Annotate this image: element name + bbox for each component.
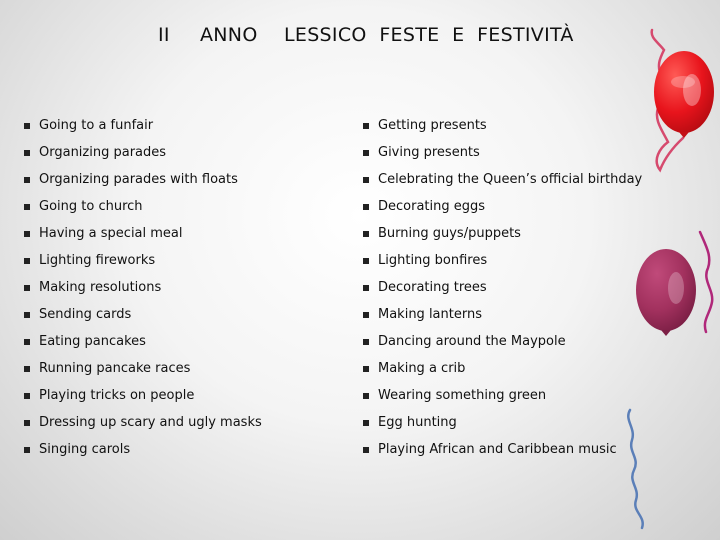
bullet-icon (363, 366, 369, 372)
list-item (24, 436, 262, 463)
title-part-grade: II (158, 24, 170, 46)
list-item-text: Getting presents (378, 118, 487, 133)
bullet-icon (24, 177, 30, 183)
list-item (24, 328, 262, 355)
list-item (24, 247, 262, 274)
list-item-text: Eating pancakes (39, 334, 146, 349)
bullet-icon (363, 339, 369, 345)
list-item-text: Lighting bonfires (378, 253, 488, 268)
bullet-icon (24, 366, 30, 372)
bullet-icon (24, 393, 30, 399)
list-item-text: Making a crib (378, 361, 466, 376)
list-item (363, 193, 642, 220)
bullet-icon (363, 177, 369, 183)
list-item (363, 247, 642, 274)
list-item-text: Organizing parades with floats (39, 172, 238, 187)
list-item-text: Celebrating the Queen’s official birthday (378, 172, 643, 187)
list-item-text: Playing African and Caribbean music (378, 442, 617, 457)
list-item (363, 220, 642, 247)
list-item-text: Singing carols (39, 442, 131, 457)
list-item (24, 301, 262, 328)
bullet-icon (363, 447, 369, 453)
right-bullet-list (363, 112, 642, 463)
title-part-year: ANNO (200, 24, 258, 46)
list-item-text: Going to a funfair (39, 118, 154, 133)
purple-balloon-string (700, 232, 712, 332)
list-item-text: Wearing something green (378, 388, 547, 403)
list-item-text: Organizing parades (39, 145, 167, 160)
bullet-icon (363, 393, 369, 399)
list-item (24, 355, 262, 382)
left-bullet-list (24, 112, 262, 463)
red-balloon (654, 51, 714, 138)
bullet-icon (24, 285, 30, 291)
bullet-icon (363, 204, 369, 210)
purple-balloon (636, 249, 696, 336)
list-item-text: Going to church (39, 199, 143, 214)
list-item-text: Decorating eggs (378, 199, 486, 214)
list-item (363, 112, 642, 139)
list-item (363, 274, 642, 301)
list-item (24, 274, 262, 301)
bullet-icon (363, 312, 369, 318)
list-item (363, 382, 642, 409)
list-item-text: Making resolutions (39, 280, 162, 295)
list-item (24, 166, 262, 193)
list-item-text: Burning guys/puppets (378, 226, 521, 241)
title-part-topic: LESSICO FESTE E FESTIVITÀ (284, 24, 574, 46)
list-item-text: Running pancake races (39, 361, 191, 376)
list-item-text: Giving presents (378, 145, 480, 160)
bullet-icon (24, 231, 30, 237)
list-item-text: Egg hunting (378, 415, 457, 430)
list-item (363, 166, 642, 193)
list-item (24, 382, 262, 409)
list-item (24, 193, 262, 220)
bullet-icon (24, 312, 30, 318)
list-item-text: Dressing up scary and ugly masks (39, 415, 262, 430)
bullet-icon (24, 123, 30, 129)
bullet-icon (363, 420, 369, 426)
list-item-text: Lighting fireworks (39, 253, 156, 268)
list-item (24, 409, 262, 436)
list-item-text: Making lanterns (378, 307, 482, 322)
bullet-icon (24, 204, 30, 210)
list-item-text: Dancing around the Maypole (378, 334, 566, 349)
list-item (363, 328, 642, 355)
bullet-icon (363, 123, 369, 129)
bullet-icon (24, 447, 30, 453)
bullet-icon (363, 150, 369, 156)
bullet-icon (24, 150, 30, 156)
list-item (24, 220, 262, 247)
slide-title (158, 22, 574, 48)
bullet-icon (24, 420, 30, 426)
list-item-text: Decorating trees (378, 280, 487, 295)
list-item (363, 301, 642, 328)
bullet-icon (363, 258, 369, 264)
list-item (24, 112, 262, 139)
bullet-icon (363, 231, 369, 237)
list-item (363, 409, 642, 436)
bullet-icon (363, 285, 369, 291)
bullet-icon (24, 339, 30, 345)
list-item (363, 436, 642, 463)
list-item-text: Playing tricks on people (39, 388, 195, 403)
list-item (363, 139, 642, 166)
bullet-icon (24, 258, 30, 264)
list-item (24, 139, 262, 166)
list-item (363, 355, 642, 382)
list-item-text: Sending cards (39, 307, 132, 322)
list-item-text: Having a special meal (39, 226, 183, 241)
